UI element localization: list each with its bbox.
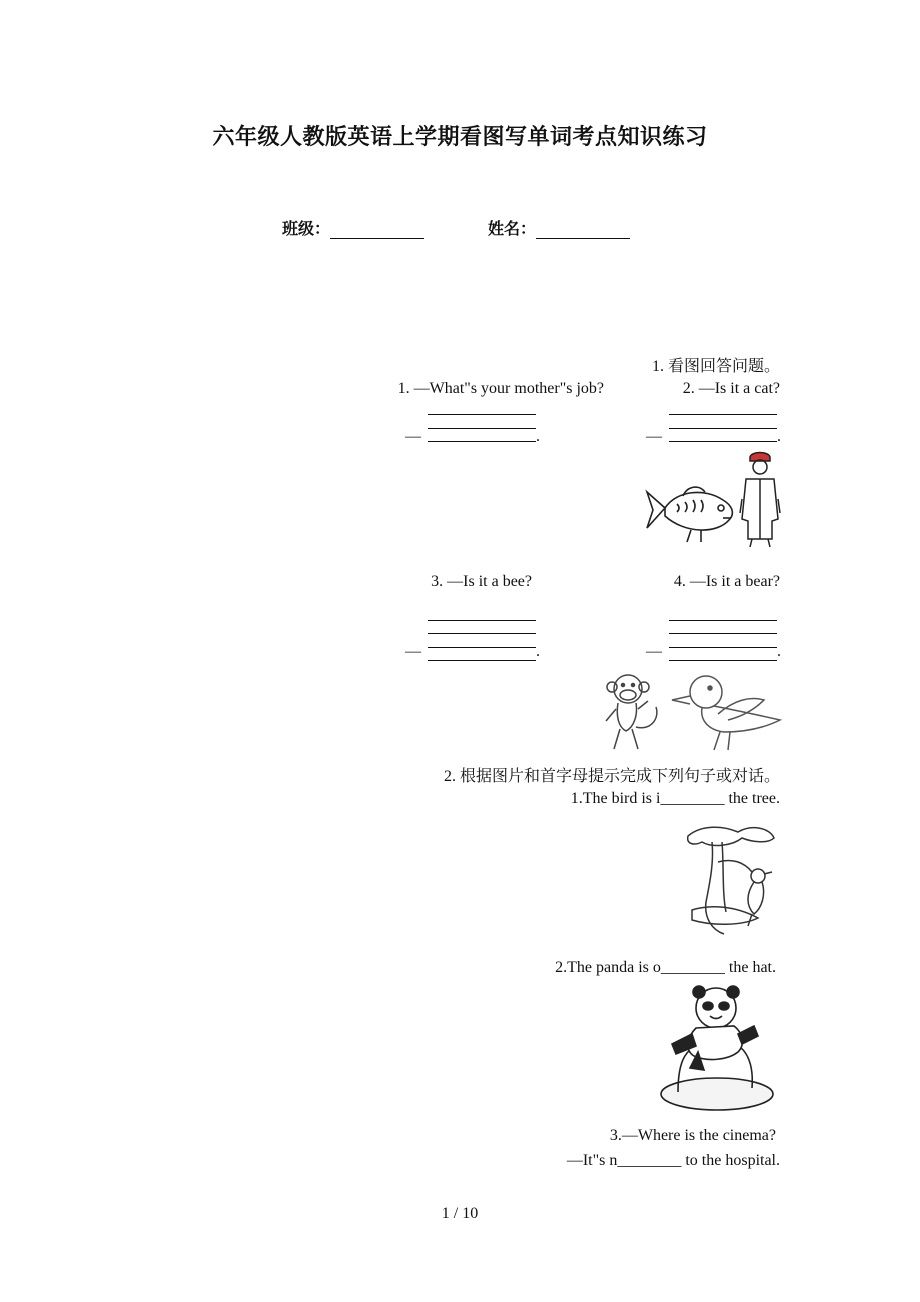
answer-line[interactable] [669,414,777,415]
answer-period: . [777,428,781,445]
sentence-1: 1.The bird is i________ the tree. [570,790,780,807]
question-4: 4. —Is it a bear? [673,573,780,590]
question-2: 2. —Is it a cat? [682,380,780,397]
tree-bird-icon [682,822,778,940]
sentence-3-answer: —It"s n________ to the hospital. [566,1152,780,1169]
answer-line[interactable] [669,660,777,661]
answer-line[interactable] [669,620,777,621]
answer-line[interactable] [669,633,777,634]
page-number: 1 / 10 [441,1205,479,1222]
section2-heading: 2. 根据图片和首字母提示完成下列句子或对话。 [443,768,780,785]
class-field [282,216,424,239]
section1-heading: 1. 看图回答问题。 [651,358,780,375]
answer-line[interactable] [428,414,536,415]
answer-line[interactable] [428,428,536,429]
answer-line[interactable] [669,647,777,648]
answer-dash: — [405,428,421,445]
name-label: 姓名： [488,219,537,238]
question-1: 1. —What"s your mother"s job? [397,380,604,397]
answer-period: . [536,428,540,445]
answer-line[interactable] [669,441,777,442]
doctor-icon [736,449,784,549]
name-field [488,216,630,239]
question-3: 3. —Is it a bee? [431,573,532,590]
page-title: 六年级人教版英语上学期看图写单词考点知识练习 [212,125,708,150]
sentence-2: 2.The panda is o________ the hat. [555,959,776,976]
name-blank[interactable] [536,238,630,239]
answer-line[interactable] [428,620,536,621]
fish-icon [643,478,739,548]
panda-hat-icon [654,982,780,1116]
answer-dash: — [646,428,662,445]
answer-line[interactable] [428,647,536,648]
answer-line[interactable] [428,441,536,442]
class-label: 班级： [282,219,331,238]
sentence-3-question: 3.—Where is the cinema? [609,1127,776,1144]
class-blank[interactable] [330,238,424,239]
answer-line[interactable] [669,428,777,429]
answer-dash: — [405,643,421,660]
monkey-icon [604,671,668,755]
bird-icon [664,670,784,756]
answer-period: . [536,643,540,660]
answer-line[interactable] [428,633,536,634]
answer-line[interactable] [428,660,536,661]
answer-period: . [777,643,781,660]
answer-dash: — [646,643,662,660]
